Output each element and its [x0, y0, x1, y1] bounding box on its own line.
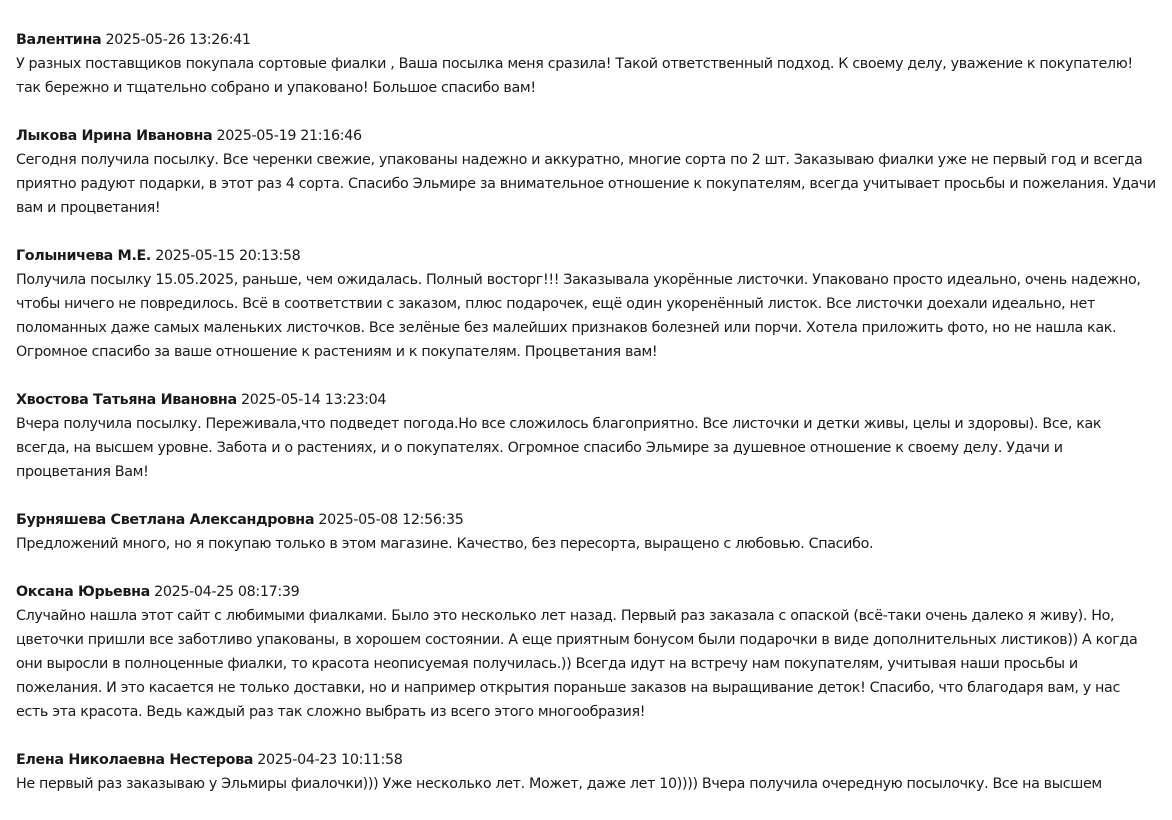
review-date: 2025-05-08 12:56:35 — [318, 512, 464, 528]
review-text: Вчера получила посылку. Переживала,что подведет погода.Но все сложилось благоприятно. Все листочки и детки живы, целы и здоровы). Все, как всегда, на высшем уровне. Забота и о растениях, и о покупателях. Огромное спасибо Эльмире за душевное отношение к своему делу. Удачи и процветания Вам! — [16, 416, 1102, 480]
review-text: Сегодня получила посылку. Все черенки свежие, упакованы надежно и аккуратно, многие сорта по 2 шт. Заказываю фиалки уже не первый год и всегда приятно радуют подарки, в этот раз 4 сорта. Спасибо Эльмире за внимательное отношение к покупателям, всегда учитывает просьбы и пожелания. Удачи вам и процветания! — [16, 152, 1156, 216]
review-header — [16, 580, 1156, 604]
review-item — [16, 748, 1156, 796]
review-header — [16, 124, 1156, 148]
review-date: 2025-04-25 08:17:39 — [154, 584, 300, 600]
review-author: Елена Николаевна Нестерова — [16, 752, 254, 768]
review-date: 2025-05-26 13:26:41 — [105, 32, 251, 48]
review-header — [16, 28, 1156, 52]
review-author: Бурняшева Светлана Александровна — [16, 512, 315, 528]
review-author: Валентина — [16, 32, 102, 48]
review-author: Оксана Юрьевна — [16, 584, 150, 600]
review-date: 2025-05-14 13:23:04 — [240, 392, 387, 408]
review-item — [16, 28, 1156, 100]
reviews-list — [16, 28, 1156, 820]
review-header — [16, 388, 1156, 412]
review-header — [16, 508, 1156, 532]
review-date: 2025-05-15 20:13:58 — [155, 248, 301, 264]
review-date: 2025-05-19 21:16:46 — [216, 128, 362, 144]
review-item — [16, 244, 1156, 364]
review-text: Не первый раз заказываю у Эльмиры фиалочки))) Уже несколько лет. Может, даже лет 10)))) Вчера получила очередную посылочку. Все на высшем — [16, 776, 1102, 792]
review-author: Голыничева М.Е. — [16, 248, 152, 264]
review-item — [16, 580, 1156, 724]
review-text: Получила посылку 15.05.2025, раньше, чем ожидалась. Полный восторг!!! Заказывала укорённые листочки. Упаковано просто идеально, очень надежно, чтобы ничего не повредилось. Всё в соответствии с заказом, плюс подарочек, ещё один укоренённый листок. Все листочки доехали идеально, нет поломанных даже самых маленьких листочков. Все зелёные без малейших признаков болезней или порчи. Хотела приложить фото, но не нашла как. Огромное спасибо за ваше отношение к растениям и к покупателям. Процветания вам! — [16, 272, 1141, 360]
review-text: У разных поставщиков покупала сортовые фиалки , Ваша посылка меня сразила! Такой ответственный подход. К своему делу, уважение к покупателю!так бережно и тщательно собрано и упаковано! Большое спасибо вам! — [16, 56, 1133, 96]
review-text: Предложений много, но я покупаю только в этом магазине. Качество, без пересорта, выращено с любовью. Спасибо. — [16, 536, 874, 552]
review-author: Хвостова Татьяна Ивановна — [16, 392, 237, 408]
review-item — [16, 388, 1156, 484]
review-header — [16, 244, 1156, 268]
review-header — [16, 748, 1156, 772]
review-item — [16, 508, 1156, 556]
review-item — [16, 124, 1156, 220]
review-date: 2025-04-23 10:11:58 — [257, 752, 403, 768]
review-text: Случайно нашла этот сайт с любимыми фиалками. Было это несколько лет назад. Первый раз заказала с опаской (всё-таки очень далеко я живу). Но, цветочки пришли все заботливо упакованы, в хорошем состоянии. А еще приятным бонусом были подарочки в виде дополнительных листиков)) А когда они выросли в полноценные фиалки, то красота неописуемая получилась.)) Всегда идут на встречу нам покупателям, учитывая наши просьбы и пожелания. И это касается не только доставки, но и например открытия пораньше заказов на выращивание деток! Спасибо, что благодаря вам, у нас есть эта красота. Ведь каждый раз так сложно выбрать из всего этого многообразия! — [16, 608, 1138, 720]
review-author: Лыкова Ирина Ивановна — [16, 128, 213, 144]
